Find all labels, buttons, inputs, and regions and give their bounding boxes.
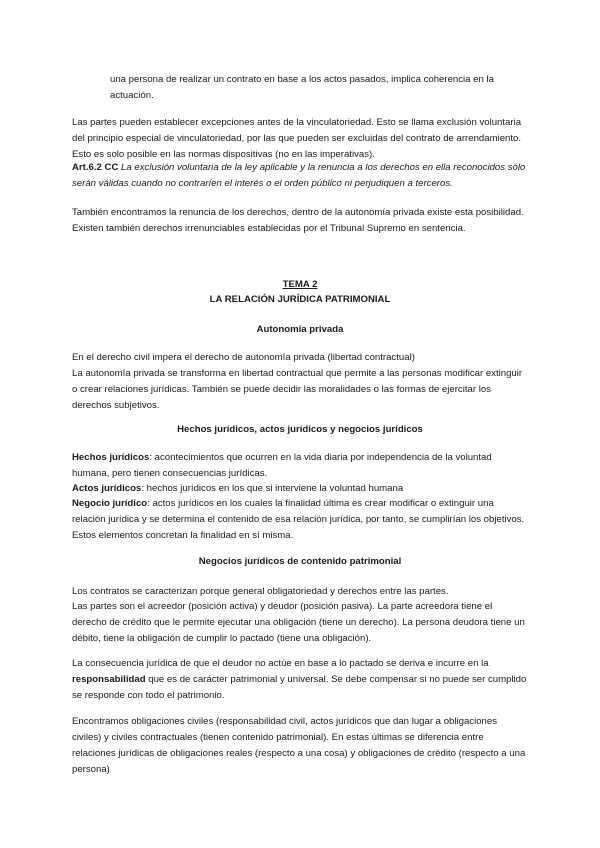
- heading-autonomia-privada: Autonomía privada: [256, 324, 344, 335]
- paragraph-renuncia: También encontramos la renuncia de los derechos, dentro de la autonomía privada existe esta posibilidad. Existen también derechos irrenunciables establecidas por el Tribunal Supremo en sentencia.: [72, 207, 524, 234]
- term-negocio-juridico: Negocio jurídico: [72, 498, 148, 509]
- paragraph-article-6-2: [72, 160, 528, 192]
- paragraph-autonomia-2: La autonomía privada se transforma en libertad contractual que permite a las personas modificar extinguir o crear relaciones jurídicas. También se puede decidir las moralidades o las formas de ejercitar los derechos subjetivos.: [72, 368, 523, 411]
- paragraph-intro-continuation: una persona de realizar un contrato en base a los actos pasados, implica coherencia en la actuación.: [110, 74, 494, 101]
- paragraph-autonomia-1: En el derecho civil impera el derecho de autonomía privada (libertad contractual): [72, 352, 415, 363]
- def-hechos-juridicos: : acontecimientos que ocurren en la vida diaria por independencia de la voluntad humana, pero tienen consecuencias jurídicas.: [72, 452, 492, 479]
- term-actos-juridicos: Actos jurídicos: [72, 483, 142, 494]
- definition-negocio-juridico: [72, 496, 528, 544]
- definition-hechos-juridicos: [72, 450, 528, 482]
- def-actos-juridicos: : hechos jurídicos en los que si interviene la voluntad humana: [141, 483, 404, 494]
- heading-hechos-actos-negocios: Hechos jurídicos, actos jurídicos y negocios jurídicos: [177, 424, 423, 435]
- paragraph-responsabilidad: [72, 656, 528, 704]
- article-text: La exclusión voluntaria de la ley aplicable y la renuncia a los derechos en ella reconocidos sólo serán válidas cuando no contraríen el interés o el orden público ni perjudiquen a terceros.: [72, 162, 526, 189]
- resp-text-pre: La consecuencia jurídica de que el deudor no actúe en base a lo pactado se deriva e incurre en la: [72, 658, 489, 669]
- paragraph-exclusion: Las partes pueden establecer excepciones antes de la vinculatoriedad. Esto se llama exclusión voluntaria del principio especial de vinculatoriedad, por las que pueden ser excluidas del contrato de arrendamiento. Esto es solo posible en las normas dispositivas (no en las imperativas).: [72, 117, 522, 160]
- paragraph-obligaciones: Encontramos obligaciones civiles (responsabilidad civil, actos jurídicos que dan lugar a obligaciones civiles) y civiles contractuales (tienen contenido patrimonial). En estas últimas se diferencia entre relaciones jurídicas de obligaciones reales (respecto a una cosa) y obligaciones de crédito (respecto a una persona): [72, 716, 526, 775]
- def-negocio-juridico: : actos jurídicos en los cuales la finalidad última es crear modificar o extinguir una relación jurídica y se determina el contenido de esa relación jurídica, por tanto, se cumplirían los objetivos. Estos elementos concretan la finalidad en sí misma.: [72, 498, 525, 541]
- term-hechos-juridicos: Hechos jurídicos: [72, 452, 150, 463]
- resp-text-post: que es de carácter patrimonial y universal. Se debe compensar si no puede ser cumplido se responde con todo el patrimonio.: [72, 674, 527, 701]
- article-reference: Art.6.2 CC: [72, 162, 119, 173]
- paragraph-contratos-2: Las partes son el acreedor (posición activa) y deudor (posición pasiva). La parte acreedora tiene el derecho de crédito que le permite ejecutar una obligación (tiene un derecho). La persona deudora tiene un débito, tiene la obligación de cumplir lo pactado (tiene una obligación).: [72, 601, 525, 644]
- term-responsabilidad: responsabilidad: [72, 674, 146, 685]
- chapter-label: TEMA 2: [282, 279, 318, 290]
- chapter-title: LA RELACIÓN JURÍDICA PATRIMONIAL: [209, 294, 391, 305]
- paragraph-contratos-1: Los contratos se caracterizan porque general obligatoriedad y derechos entre las partes.: [72, 586, 449, 597]
- definition-actos-juridicos: [72, 481, 528, 497]
- heading-negocios-patrimonial: Negocios jurídicos de contenido patrimonial: [198, 556, 402, 567]
